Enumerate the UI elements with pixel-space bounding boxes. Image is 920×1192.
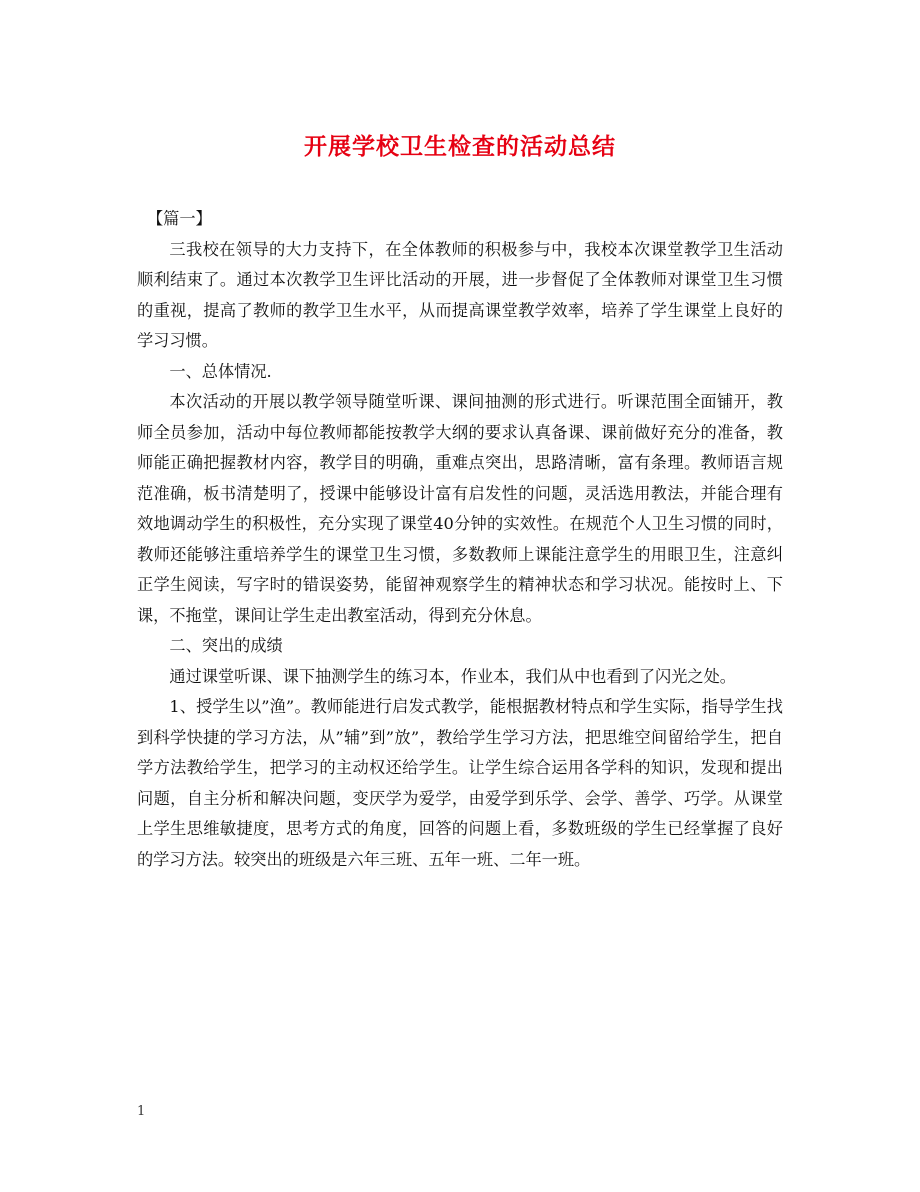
heading-achievements: 二、突出的成绩 xyxy=(169,636,283,655)
document-title: 开展学校卫生检查的活动总结 xyxy=(304,133,616,160)
paragraph-achievement-1: 1、授学生以”渔”。教师能进行启发式教学，能根据教材特点和学生实际，指导学生找到科学快捷的学习方法，从”辅”到”放”，教给学生学习方法，把思维空间留给学生，把自学方法教给学生，把学习的主动权还给学生。让学生综合运用各学科的知识，发现和提出问题，自主分析和解决问题，变厌学为爱学，由爱学到乐学、会学、善学、巧学。从课堂上学生思维敏捷度，思考方式的角度，回答的问题上看，多数班级的学生已经掌握了良好的学习方法。较突出的班级是六年三班、五年一班、二年一班。 xyxy=(137,697,783,869)
paragraph-achievements-intro: 通过课堂听课、课下抽测学生的练习本，作业本，我们从中也看到了闪光之处。 xyxy=(169,666,736,686)
paragraph-overall-situation: 本次活动的开展以教学领导随堂听课、课间抽测的形式进行。听课范围全面铺开，教师全员参加，活动中每位教师都能按教学大纲的要求认真备课、课前做好充分的准备，教师能正确把握教材内容，教学目的明确，重难点突出，思路清晰，富有条理。教师语言规范准确，板书清楚明了，授课中能够设计富有启发性的问题，灵活选用教法，并能合理有效地调动学生的积极性，充分实现了课堂40分钟的实效性。在规范个人卫生习惯的同时，教师还能够注重培养学生的课堂卫生习惯，多数教师上课能注意学生的用眼卫生，注意纠正学生阅读，写字时的错误姿势，能留神观察学生的精神状态和学习状况。能按时上、下课，不拖堂，课间让学生走出教室活动，得到充分休息。 xyxy=(137,392,783,625)
document-body xyxy=(137,204,783,875)
heading-overall-situation: 一、总体情况. xyxy=(169,361,272,381)
paragraph-intro: 三我校在领导的大力支持下，在全体教师的积极参与中，我校本次课堂教学卫生活动顺利结束了。通过本次教学卫生评比活动的开展，进一步督促了全体教师对课堂卫生习惯的重视，提高了教师的教学卫生水平，从而提高课堂教学效率，培养了学生课堂上良好的学习习惯。 xyxy=(137,239,783,350)
page-number: 1 xyxy=(137,1104,146,1119)
section-label: 【篇一】 xyxy=(147,209,212,228)
